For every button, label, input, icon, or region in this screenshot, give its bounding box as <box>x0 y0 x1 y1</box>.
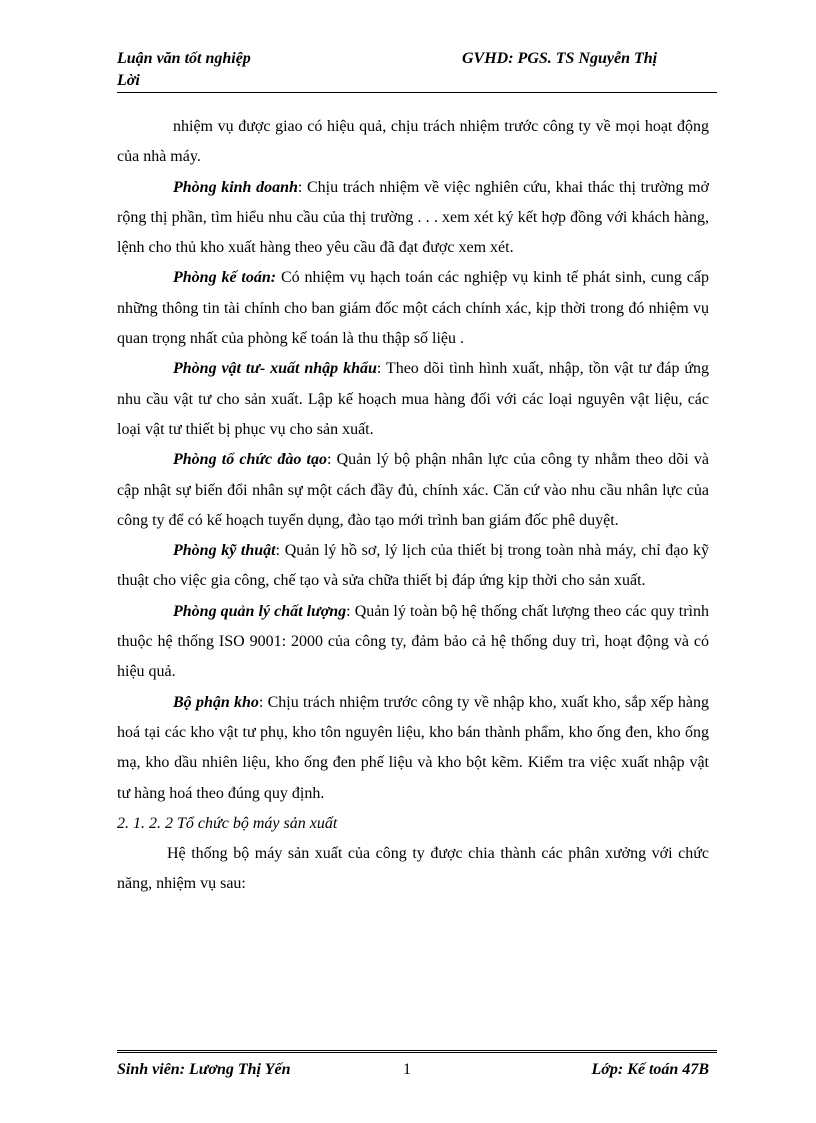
text-quality-department: : Quản lý toàn bộ hệ thống chất lượng theo các quy trình thuộc hệ thống ISO 9001: 2000 của công ty, đảm bảo cả hệ thống duy trì, hoạt động và có hiệu quả. <box>117 602 709 681</box>
document-body <box>117 112 709 899</box>
term-training-department: Phòng tổ chức đào tạo <box>173 451 327 469</box>
section-heading: 2. 1. 2. 2 Tổ chức bộ máy sản xuất <box>117 814 338 832</box>
term-materials-department: Phòng vật tư- xuất nhập khẩu <box>173 360 377 378</box>
term-quality-department: Phòng quản lý chất lượng <box>173 602 347 620</box>
paragraph-materials-department <box>117 354 709 445</box>
paragraph-production-system: Hệ thống bộ máy sản xuất của công ty được chia thành các phân xưởng với chức năng, nhiệm vụ sau: <box>117 844 709 893</box>
term-warehouse: Bộ phận kho <box>173 693 259 711</box>
thesis-title: Luận văn tốt nghiệp <box>117 50 251 67</box>
paragraph-training-department <box>117 445 709 536</box>
text-accounting-department: Có nhiệm vụ hạch toán các nghiệp vụ kinh tế phát sinh, cung cấp những thông tin tài chính cho ban giám đốc một cách chính xác, kịp thời trong đó nhiệm vụ quan trọng nhất của phòng kế toán là thu thập số liệu . <box>117 269 709 348</box>
term-sales-department: Phòng kinh doanh <box>173 178 298 196</box>
paragraph-accounting-department <box>117 263 709 354</box>
text-warehouse: : Chịu trách nhiệm trước công ty về nhập kho, xuất kho, sắp xếp hàng hoá tại các kho vật tư phụ, kho tôn nguyên liệu, kho bán thành phẩm, kho ống đen, kho ống mạ, kho dầu nhiên liệu, kho ống đen phế liệu và kho bột kẽm. Kiểm tra việc xuất nhập vật tư hàng hoá theo đúng quy định. <box>117 693 709 802</box>
paragraph-warehouse <box>117 688 709 809</box>
text-training-department: : Quản lý bộ phận nhân lực của công ty nhằm theo dõi và cập nhật sự biến đổi nhân sự một cách đầy đủ, chính xác. Căn cứ vào nhu cầu nhân lực của công ty để có kế hoạch tuyển dụng, đào tạo mới trình ban giám đốc phê duyệt. <box>117 451 709 529</box>
term-accounting-department: Phòng kế toán: <box>173 269 277 287</box>
page-footer <box>117 1050 717 1085</box>
paragraph-sales-department <box>117 173 709 264</box>
thesis-title-continuation: Lời <box>117 72 140 89</box>
text-sales-department: : Chịu trách nhiệm về việc nghiên cứu, khai thác thị trường mở rộng thị phần, tìm hiểu nhu cầu của thị trường . . . xem xét ký kết hợp đồng với khách hàng, lệnh cho thủ kho xuất hàng theo yêu cầu đã đạt được xem xét. <box>117 178 710 257</box>
paragraph-technical-department <box>117 536 709 597</box>
paragraph-quality-department <box>117 597 709 688</box>
student-name: Sinh viên: Lương Thị Yến <box>117 1061 291 1078</box>
class-name: Lớp: Kế toán 47B <box>591 1061 709 1078</box>
page-number: 1 <box>403 1061 411 1078</box>
page-header <box>117 48 717 93</box>
advisor-name: GVHD: PGS. TS Nguyễn Thị <box>462 50 658 67</box>
text-technical-department: : Quản lý hồ sơ, lý lịch của thiết bị trong toàn nhà máy, chỉ đạo kỹ thuật cho việc gia công, chế tạo và sửa chữa thiết bị đáp ứng kịp thời cho sản xuất. <box>117 542 710 590</box>
text-materials-department: : Theo dõi tình hình xuất, nhập, tồn vật tư đáp ứng nhu cầu vật tư cho sản xuất. Lập kế hoạch mua hàng đối với các loại nguyên vật liệu, các loại vật tư thiết bị phục vụ cho sản xuất. <box>117 360 710 438</box>
paragraph-continued: nhiệm vụ được giao có hiệu quả, chịu trách nhiệm trước công ty về mọi hoạt động của nhà máy. <box>117 118 709 166</box>
term-technical-department: Phòng kỹ thuật <box>173 542 276 560</box>
